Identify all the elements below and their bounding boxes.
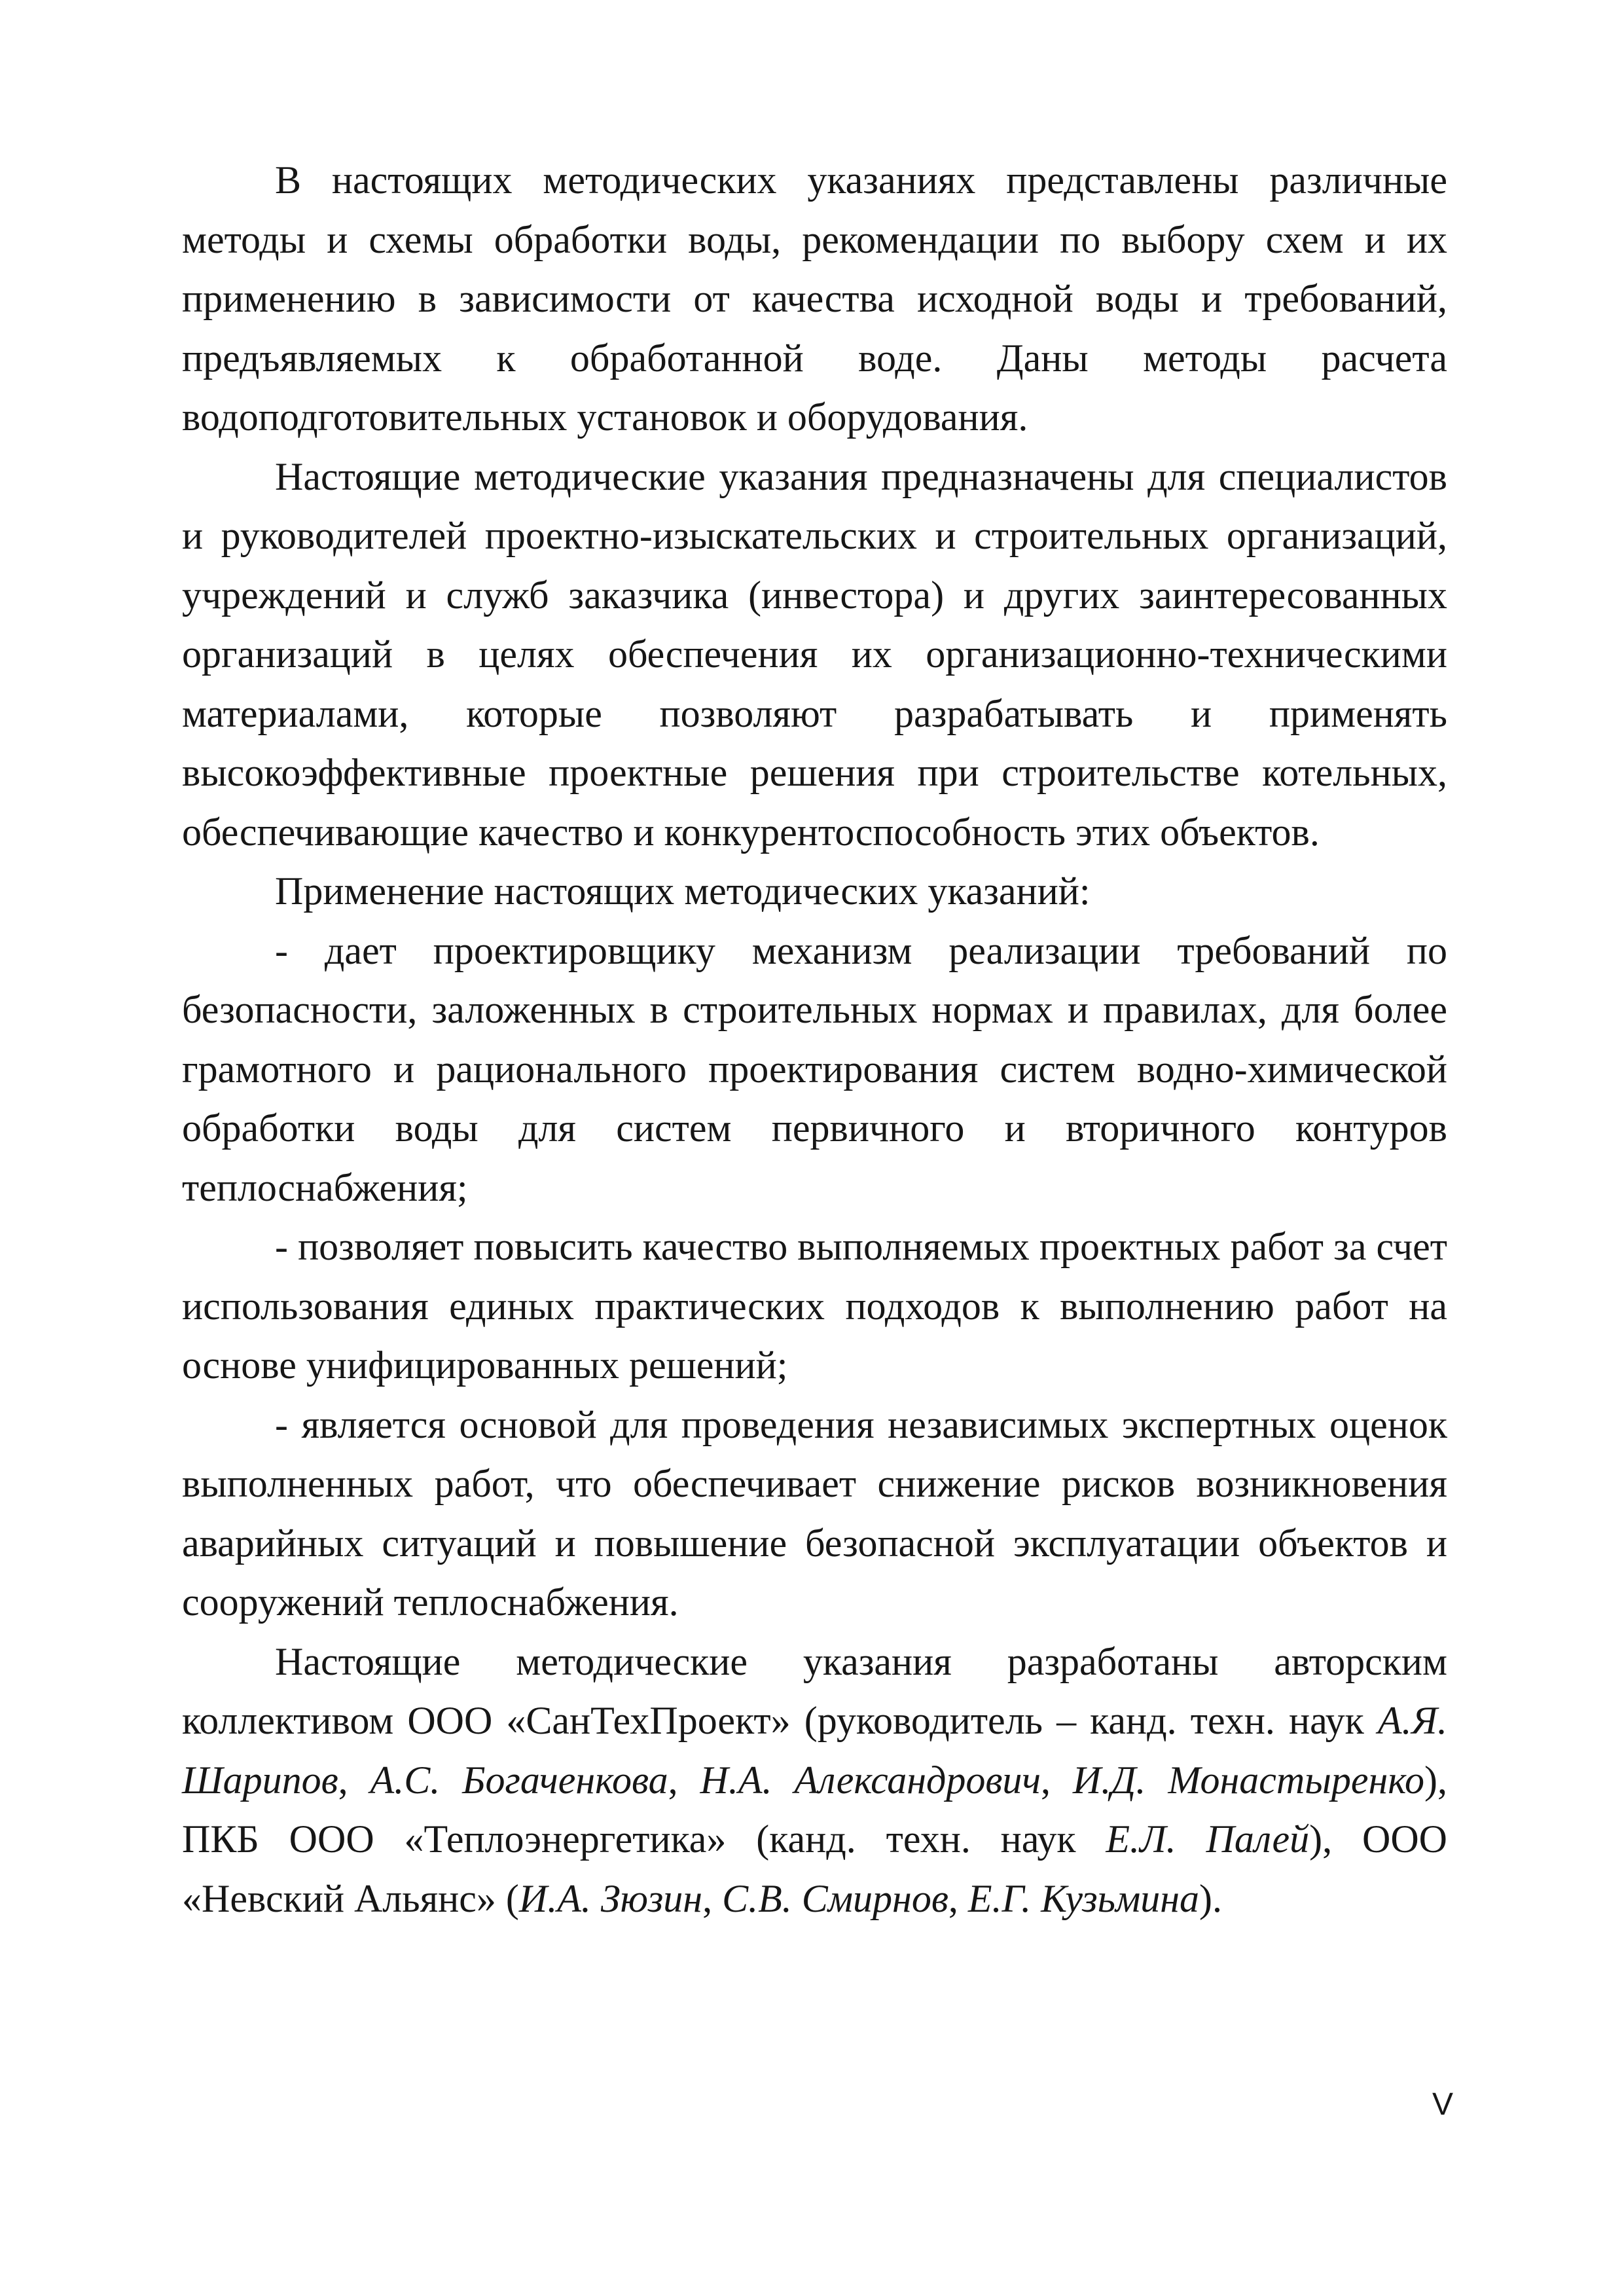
author-name: А.С. Богаченкова (370, 1758, 668, 1802)
list-item-mechanism: - дает проектировщику механизм реализации требований по безопасности, заложенных в строительных нормах и правилах, для более грамотного и рационального проектирования систем водно-химической обработки воды для систем первичного и вторичного контуров теплоснабжения; (182, 928, 1447, 1209)
author-name: Н.А. Александрович (700, 1758, 1041, 1802)
author-separator: , (338, 1758, 370, 1802)
authors-intro: Настоящие методические указания разработаны авторским коллективом ООО «СанТехПроект» (руководитель – канд. техн. наук (182, 1639, 1447, 1742)
author-separator: , (948, 1876, 968, 1920)
paragraph-intro: В настоящих методических указаниях представлены различные методы и схемы обработки воды, рекомендации по выбору схем и их применению в зависимости от качества исходной воды и требований, предъявляемых к обработанной воде. Даны методы расчета водоподготовительных установок и оборудования. (182, 158, 1447, 439)
authors-org-3: ), ООО «Невский Альянс» ( (182, 1817, 1447, 1920)
authors-org-2: ), ПКБ ООО «Теплоэнергетика» (канд. техн. наук (182, 1758, 1447, 1861)
paragraph-application: Применение настоящих методических указаний: (275, 869, 1091, 913)
author-name: И.А. Зюзин (518, 1876, 703, 1920)
author-name: Е.Г. Кузьмина (967, 1876, 1200, 1920)
paragraph-purpose: Настоящие методические указания предназначены для специалистов и руководителей проектно-изыскательских и строительных организаций, учреждений и служб заказчика (инвестора) и других заинтересованных организаций в целях обеспечения их организационно-техническими материалами, которые позволяют разрабатывать и применять высокоэффективные проектные решения при строительстве котельных, обеспечивающие качество и конкурентоспособность этих объектов. (182, 454, 1447, 854)
authors-end: ). (1199, 1876, 1223, 1920)
body-text (182, 151, 1447, 1928)
list-item-quality: - позволяет повысить качество выполняемых проектных работ за счет использования единых практических подходов к выполнению работ на основе унифицированных решений; (182, 1225, 1447, 1387)
paragraph-authors (182, 1632, 1447, 1929)
author-separator: , (702, 1876, 723, 1920)
author-separator: , (668, 1758, 700, 1802)
page-number: V (1432, 2087, 1453, 2122)
author-name: А.Я. Шарипов (182, 1699, 1447, 1802)
list-item-expertise: - является основой для проведения независимых экспертных оценок выполненных работ, что обеспечивает снижение рисков возникновения аварийных ситуаций и повышение безопасной эксплуатации объектов и сооружений теплоснабжения. (182, 1402, 1447, 1624)
author-separator: , (1041, 1758, 1073, 1802)
author-name: С.В. Смирнов (722, 1876, 948, 1920)
author-name: И.Д. Монастыренко (1072, 1758, 1425, 1802)
author-name: Е.Л. Палей (1106, 1817, 1310, 1861)
